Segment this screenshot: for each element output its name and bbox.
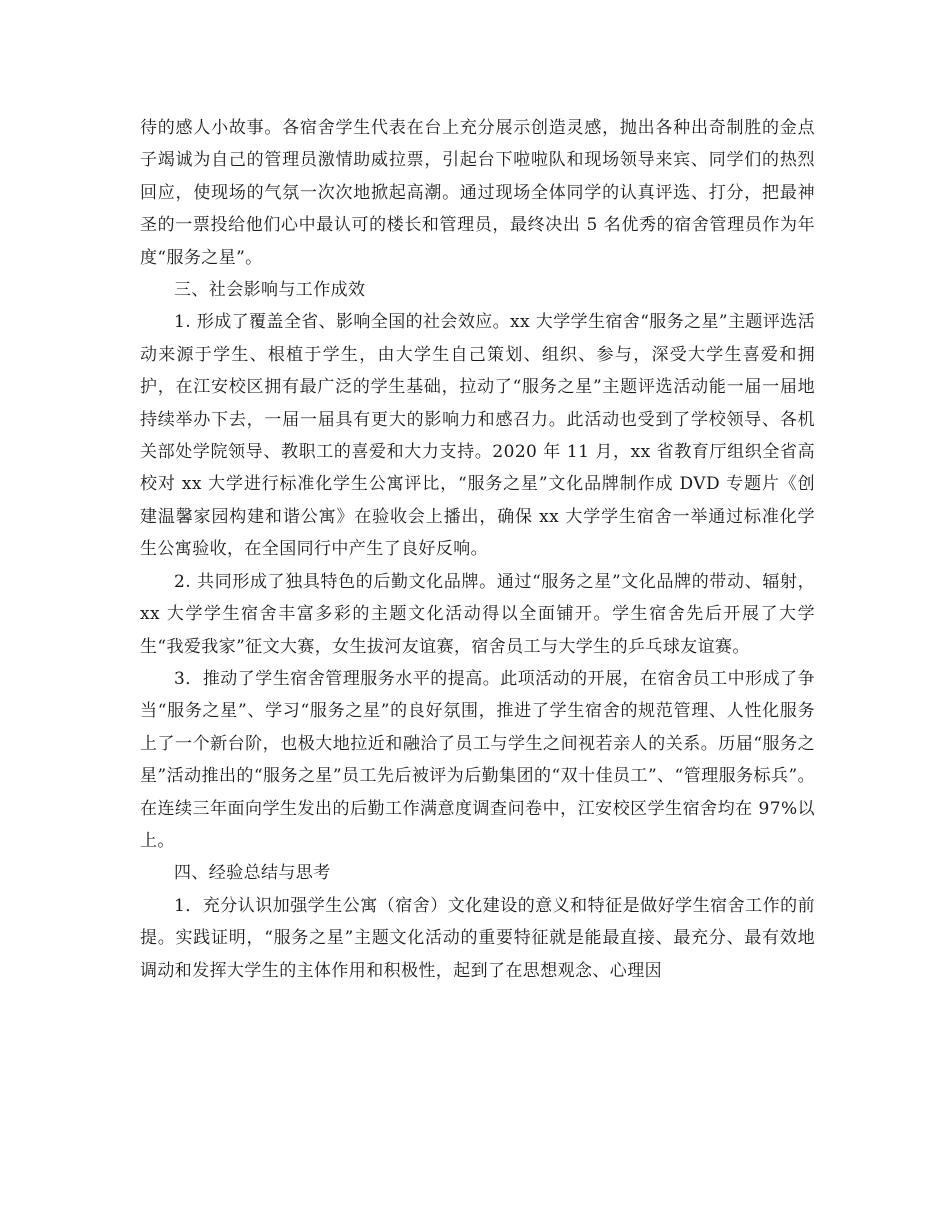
paragraph-3-2: 2. 共同形成了独具特色的后勤文化品牌。通过“服务之星”文化品牌的带动、辐射，xx 大学学生宿舍丰富多彩的主题文化活动得以全面铺开。学生宿舍先后开展了大学生“我爱我家”征文大赛，女生拔河友谊赛，宿舍员工与大学生的乒乓球友谊赛。 [140,571,815,657]
section-heading-4: 四、经验总结与思考 [174,863,331,884]
document-body [140,112,815,987]
paragraph-3-1: 1. 形成了覆盖全省、影响全国的社会效应。xx 大学学生宿舍“服务之星”主题评选活动来源于学生、根植于学生，由大学生自己策划、组织、参与，深受大学生喜爱和拥护，在江安校区拥有最广泛的学生基础，拉动了“服务之星”主题评选活动能一届一届地持续举办下去，一届一届具有更大的影响力和感召力。此活动也受到了学校领导、各机关部处学院领导、教职工的喜爱和大力支持。2020 年 11 月，xx 省教育厅组织全省高校对 xx 大学进行标准化学生公寓评比，“服务之星”文化品牌制作成 DVD 专题片《创建温馨家园构建和谐公寓》在验收会上播出，确保 xx 大学学生宿舍一举通过标准化学生公寓验收，在全国同行中产生了良好反响。 [140,312,815,560]
section-heading-3: 三、社会影响与工作成效 [174,280,366,301]
paragraph-4-1: 1．充分认识加强学生公寓（宿舍）文化建设的意义和特征是做好学生宿舍工作的前提。实践证明，“服务之星”主题文化活动的重要特征就是能最直接、最充分、最有效地调动和发挥大学生的主体作用和积极性，起到了在思想观念、心理因 [140,895,815,981]
paragraph-3-3: 3．推动了学生宿舍管理服务水平的提高。此项活动的开展，在宿舍员工中形成了争当“服务之星”、学习“服务之星”的良好氛围，推进了学生宿舍的规范管理、人性化服务上了一个新台阶，也极大地拉近和融洽了员工与学生之间视若亲人的关系。历届“服务之星”活动推出的“服务之星”员工先后被评为后勤集团的“双十佳员工”、“管理服务标兵”。在连续三年面向学生发出的后勤工作满意度调查问卷中，江安校区学生宿舍均在 97%以上。 [140,668,815,851]
paragraph-continuation: 待的感人小故事。各宿舍学生代表在台上充分展示创造灵感，抛出各种出奇制胜的金点子竭诚为自己的管理员激情助威拉票，引起台下啦啦队和现场领导来宾、同学们的热烈回应，使现场的气氛一次次地掀起高潮。通过现场全体同学的认真评选、打分，把最神圣的一票投给他们心中最认可的楼长和管理员，最终决出 5 名优秀的宿舍管理员作为年度“服务之星”。 [140,118,815,268]
